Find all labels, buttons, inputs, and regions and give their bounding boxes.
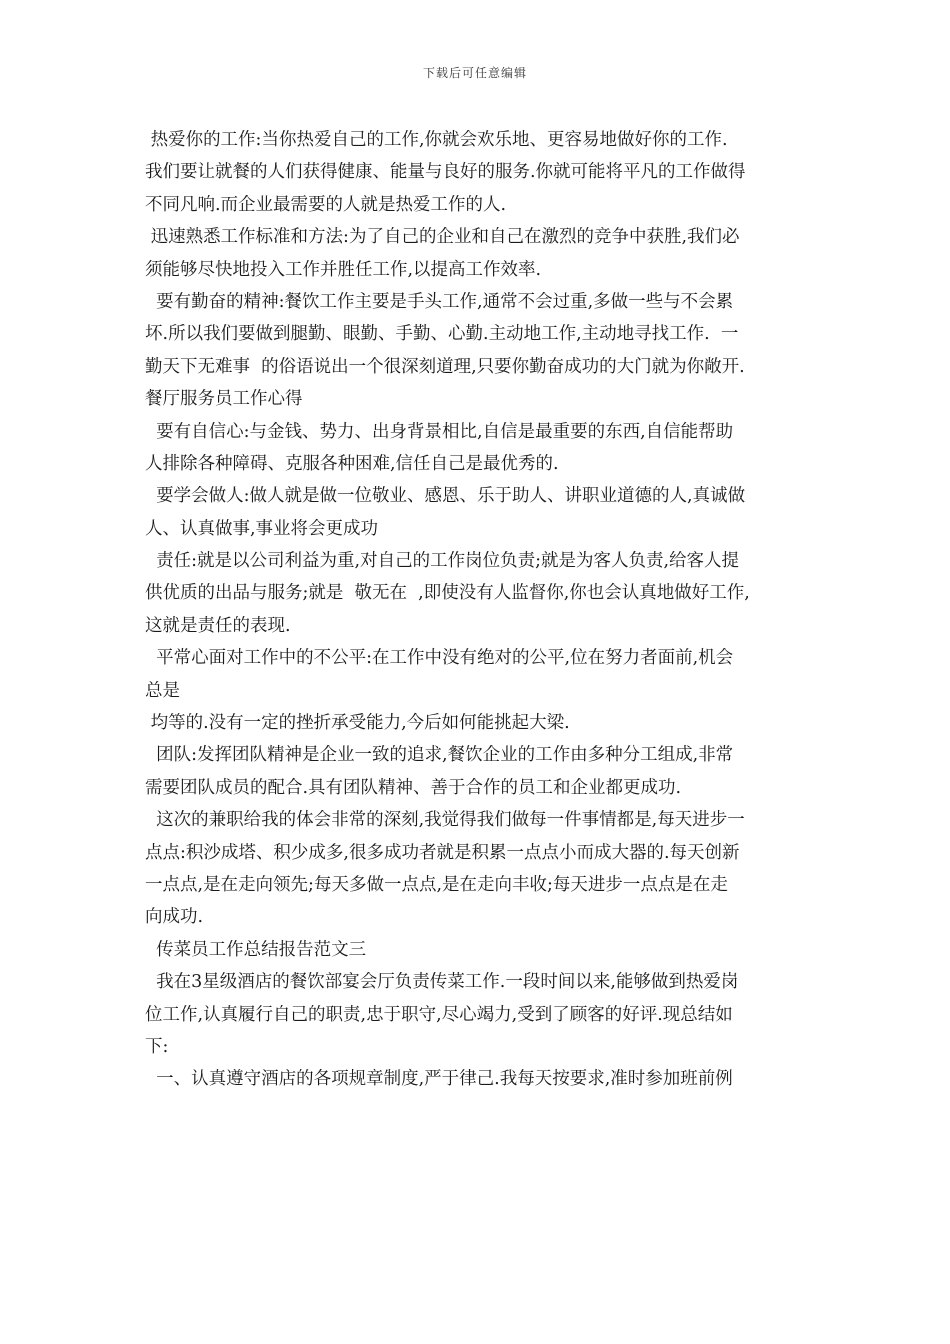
text-line: 要学会做人:做人就是做一位敬业、感恩、乐于助人、讲职业道德的人,真诚做	[145, 486, 746, 507]
section-heading: 传菜员工作总结报告范文三	[145, 939, 367, 960]
page-header: 下载后可任意编辑	[422, 66, 527, 80]
text-line: 一点点,是在走向领先;每天多做一点点,是在走向丰收;每天进步一点点是在走	[145, 874, 728, 895]
document-body	[145, 124, 813, 1096]
text-line: 位工作,认真履行自己的职责,忠于职守,尽心竭力,受到了顾客的好评.现总结如	[145, 1004, 733, 1025]
text-line: 不同凡响.而企业最需要的人就是热爱工作的人.	[145, 194, 507, 215]
text-line: 供优质的出品与服务;就是 敬无在 ,即使没有人监督你,你也会认真地做好工作,	[145, 583, 750, 604]
text-line: 坏.所以我们要做到腿勤、眼勤、手勤、心勤.主动地工作,主动地寻找工作. 一	[145, 324, 739, 345]
text-line: 这就是责任的表现.	[145, 615, 291, 636]
text-line: 需要团队成员的配合.具有团队精神、善于合作的员工和企业都更成功.	[145, 777, 682, 798]
text-line: 这次的兼职给我的体会非常的深刻,我觉得我们做每一件事情都是,每天进步一	[145, 810, 745, 831]
text-line: 向成功.	[145, 907, 204, 928]
text-line: 总是	[145, 680, 180, 701]
text-line: 均等的.没有一定的挫折承受能力,今后如何能挑起大梁.	[145, 713, 570, 734]
text-line: 勤天下无难事 的俗语说出一个很深刻道理,只要你勤奋成功的大门就为你敞开.	[145, 356, 745, 377]
text-line: 点点:积沙成塔、积少成多,很多成功者就是积累一点点小而成大器的.每天创新	[145, 842, 740, 863]
text-line: 要有勤奋的精神:餐饮工作主要是手头工作,通常不会过重,多做一些与不会累	[145, 291, 734, 312]
text-line: 责任:就是以公司利益为重,对自己的工作岗位负责;就是为客人负责,给客人提	[145, 551, 740, 572]
text-line: 我们要让就餐的人们获得健康、能量与良好的服务.你就可能将平凡的工作做得	[145, 162, 746, 183]
text-line: 人、认真做事,事业将会更成功	[145, 518, 379, 539]
text-line: 团队:发挥团队精神是企业一致的追求,餐饮企业的工作由多种分工组成,非常	[145, 745, 734, 766]
text-line: 人排除各种障碍、克服各种困难,信任自己是最优秀的.	[145, 453, 559, 474]
text-line: 我在3星级酒店的餐饮部宴会厅负责传菜工作.一段时间以来,能够做到热爱岗	[145, 972, 739, 993]
section-heading: 餐厅服务员工作心得	[145, 389, 303, 410]
text-line: 热爱你的工作:当你热爱自己的工作,你就会欢乐地、更容易地做好你的工作.	[145, 130, 728, 150]
text-line: 迅速熟悉工作标准和方法:为了自己的企业和自己在激烈的竞争中获胜,我们必	[145, 227, 740, 248]
text-line: 平常心面对工作中的不公平:在工作中没有绝对的公平,位在努力者面前,机会	[145, 648, 734, 669]
text-line: 一、认真遵守酒店的各项规章制度,严于律己.我每天按要求,准时参加班前例	[145, 1069, 733, 1090]
text-line: 要有自信心:与金钱、势力、出身背景相比,自信是最重要的东西,自信能帮助	[145, 421, 734, 442]
text-line: 下:	[145, 1036, 169, 1057]
text-line: 须能够尽快地投入工作并胜任工作,以提高工作效率.	[145, 259, 542, 280]
